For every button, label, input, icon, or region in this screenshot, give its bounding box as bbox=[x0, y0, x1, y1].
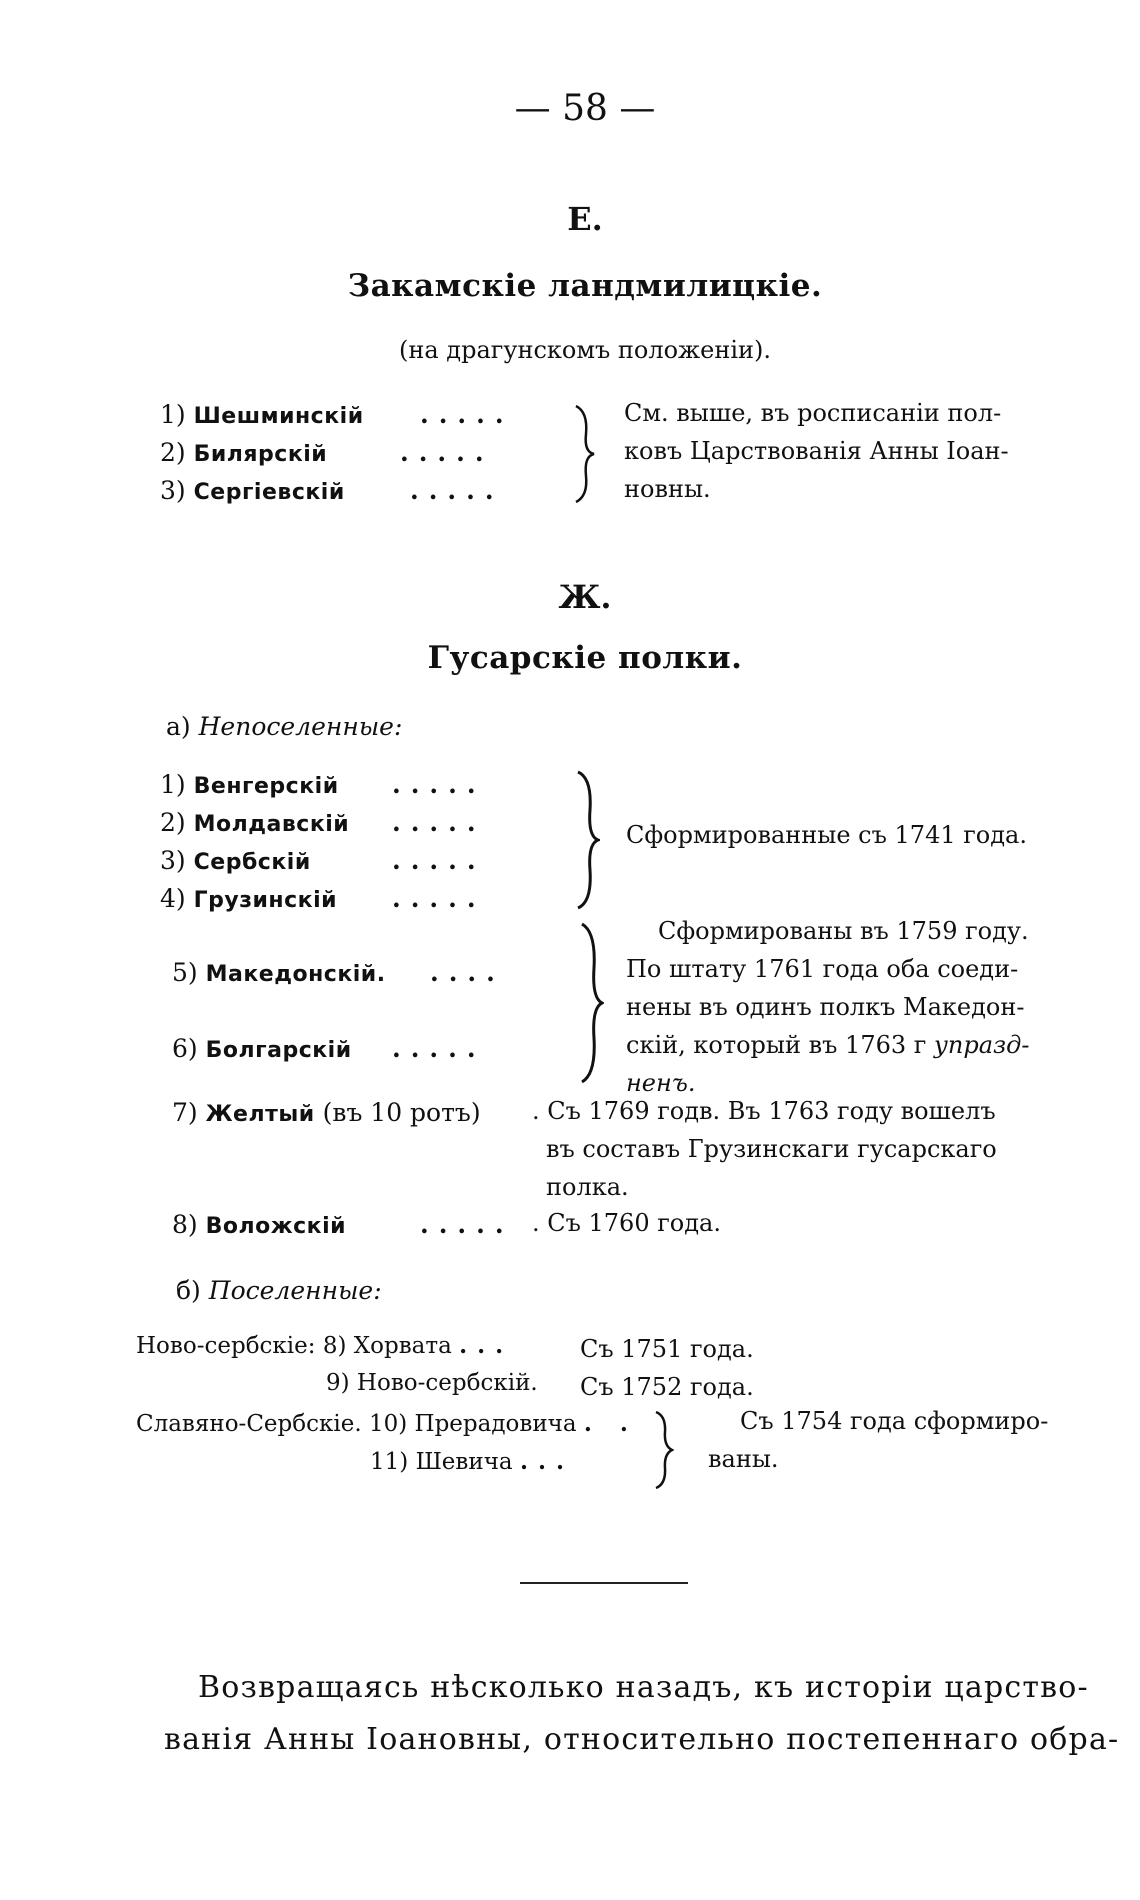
settled-note: Съ 1751 года. bbox=[580, 1335, 754, 1363]
section-zh-title: Гусарскіе полки. bbox=[427, 640, 743, 676]
list-item: 3) Сербскій bbox=[160, 846, 311, 875]
list-item: 5) Македонскій. bbox=[172, 958, 386, 987]
section-divider bbox=[520, 1582, 688, 1584]
note-e: См. выше, въ росписаніи пол- ковъ Царствованія Анны Іоан- новны. bbox=[624, 399, 1009, 503]
list-item: 8) Воложскій bbox=[172, 1210, 347, 1239]
list-item: 1) Венгерскій bbox=[160, 770, 339, 799]
leader-dots: ..... bbox=[392, 770, 486, 799]
group-a-heading: а) Непоселенные: bbox=[166, 712, 403, 741]
list-item bbox=[160, 476, 345, 505]
brace-icon bbox=[574, 404, 596, 504]
regiment-name: Шешминскій bbox=[193, 404, 364, 429]
leader-dots: ..... bbox=[392, 846, 486, 875]
item-number: 2) bbox=[160, 438, 186, 467]
settled-row: Ново-сербскіе: 8) Хорвата ... bbox=[136, 1332, 514, 1359]
brace-icon bbox=[580, 922, 604, 1084]
regiment-name: Сергіевскій bbox=[193, 480, 345, 505]
settled-row: Славяно-Сербскіе. 10) Прерадовича . . bbox=[136, 1410, 638, 1437]
brace-icon bbox=[654, 1410, 674, 1490]
leader-dots: .... bbox=[430, 958, 505, 987]
page-number: — 58 — bbox=[514, 88, 656, 129]
list-item bbox=[160, 438, 327, 467]
leader-dots: ..... bbox=[392, 808, 486, 837]
leader-dots: ..... bbox=[392, 1034, 486, 1063]
note-5-6: Сформированы въ 1759 году. По штату 1761 года оба соеди- нены въ одинъ полкъ Македон- скій, который въ 1763 г упразд- ненъ. bbox=[626, 917, 1030, 1097]
leader-dots: ..... bbox=[392, 884, 486, 913]
section-e-subtitle: (на драгунскомъ положеніи). bbox=[399, 336, 771, 364]
settled-row: 11) Шевича ... bbox=[370, 1448, 574, 1475]
leader-dots: ..... bbox=[420, 400, 514, 429]
body-paragraph-line: Возвращаясь нѣсколько назадъ, къ исторіи царство- bbox=[198, 1670, 1089, 1705]
item-number: 3) bbox=[160, 476, 186, 505]
list-item: 7) Желтый (въ 10 ротъ) bbox=[172, 1098, 481, 1127]
list-item: 6) Болгарскій bbox=[172, 1034, 352, 1063]
note-7: . Съ 1769 годв. Въ 1763 году вошелъ въ составъ Грузинскаги гусарскаго полка. bbox=[532, 1097, 997, 1201]
leader-dots: ..... bbox=[400, 438, 494, 467]
section-e-title: Закамскіе ландмилицкіе. bbox=[347, 268, 823, 304]
note-1-4: Сформированные съ 1741 года. bbox=[626, 821, 1027, 849]
settled-note: Съ 1752 года. bbox=[580, 1373, 754, 1401]
brace-icon bbox=[576, 770, 600, 910]
leader-dots: ..... bbox=[420, 1210, 514, 1239]
list-item: 4) Грузинскій bbox=[160, 884, 338, 913]
section-e-letter: Е. bbox=[567, 200, 603, 238]
regiment-name: Билярскій bbox=[193, 442, 328, 467]
list-item bbox=[160, 400, 364, 429]
settled-row: 9) Ново-сербскій. bbox=[326, 1370, 538, 1396]
group-b-heading: б) Поселенные: bbox=[176, 1276, 382, 1305]
leader-dots: ..... bbox=[410, 476, 504, 505]
section-zh-letter: Ж. bbox=[558, 578, 612, 616]
note-8: . Съ 1760 года. bbox=[532, 1209, 721, 1237]
item-number: 1) bbox=[160, 400, 186, 429]
body-paragraph-line: ванія Анны Іоановны, относительно постепеннаго обра- bbox=[164, 1722, 1120, 1757]
note-10-11: Съ 1754 года сформиро- ваны. bbox=[708, 1407, 1049, 1473]
list-item: 2) Молдавскій bbox=[160, 808, 350, 837]
